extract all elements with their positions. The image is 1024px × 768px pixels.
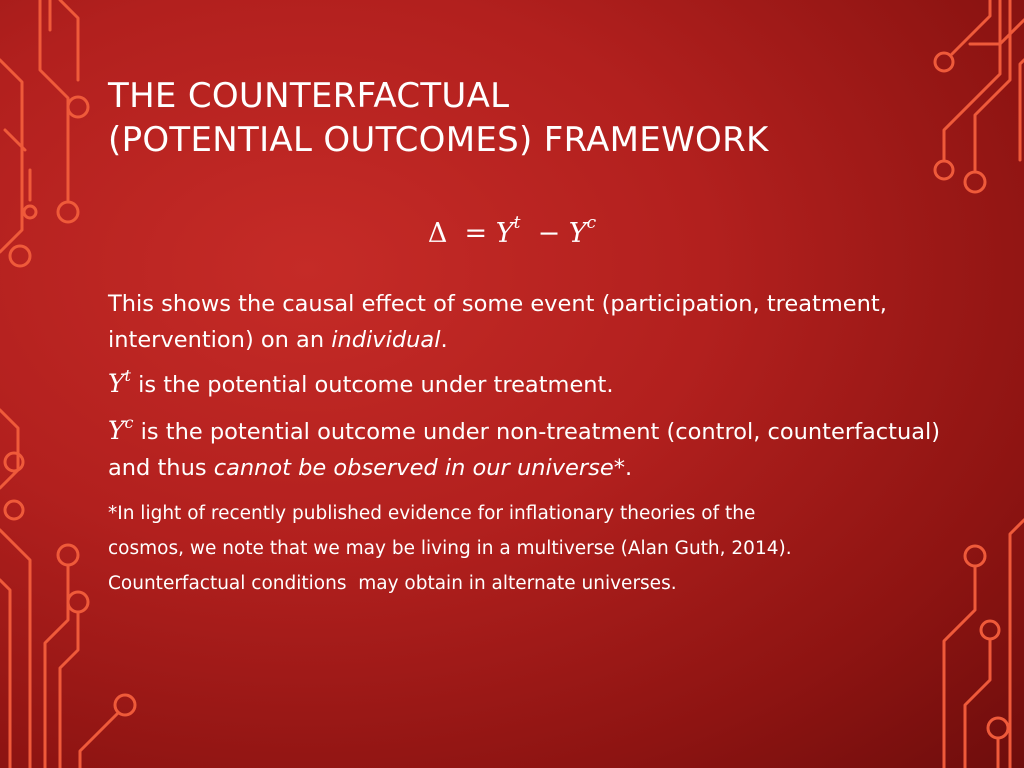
equation-y-t: Y: [495, 218, 514, 249]
paragraph-causal-effect: [108, 286, 968, 358]
title-line-1: THE COUNTERFACTUAL: [108, 76, 510, 116]
paragraph1-italic: individual: [331, 327, 441, 353]
paragraph1-text: This shows the causal effect of some event (participation, treatment, intervention) on an: [108, 291, 887, 353]
footnote-line-2: cosmos, we note that we may be living in a multiverse (Alan Guth, 2014).: [108, 538, 792, 559]
footnote-line-1: *In light of recently published evidence for inflationary theories of the: [108, 503, 756, 524]
equation-delta: Δ: [427, 218, 448, 249]
slide-body: [108, 286, 968, 601]
equation-y-c: Y: [568, 218, 587, 249]
footnote: [108, 496, 968, 601]
paragraph2-text: is the potential outcome under treatment.: [130, 372, 614, 398]
paragraph-yc: [108, 413, 968, 486]
footnote-line-3: Counterfactual conditions may obtain in alternate universes.: [108, 573, 677, 594]
equation: [0, 213, 1024, 249]
yt-t: t: [124, 365, 131, 385]
equation-minus: −: [537, 218, 561, 249]
slide-title: [108, 74, 928, 162]
equation-c-superscript: c: [586, 213, 597, 233]
equation-t-superscript: t: [513, 213, 521, 233]
yc-c: c: [124, 412, 134, 432]
equation-equals: =: [464, 218, 488, 249]
yt-symbol: [108, 365, 131, 398]
paragraph3-end: *.: [613, 455, 633, 481]
yc-symbol: [108, 412, 134, 445]
paragraph3-italic: cannot be observed in our universe: [213, 455, 614, 481]
title-line-2: (POTENTIAL OUTCOMES) FRAMEWORK: [108, 120, 769, 160]
paragraph1-end: .: [440, 327, 448, 353]
paragraph3-text: is the potential outcome under non-treatment (control, counterfactual) and thus: [108, 419, 941, 481]
paragraph-yt: [108, 366, 968, 403]
yc-y: Y: [108, 416, 125, 445]
yt-y: Y: [108, 369, 125, 398]
